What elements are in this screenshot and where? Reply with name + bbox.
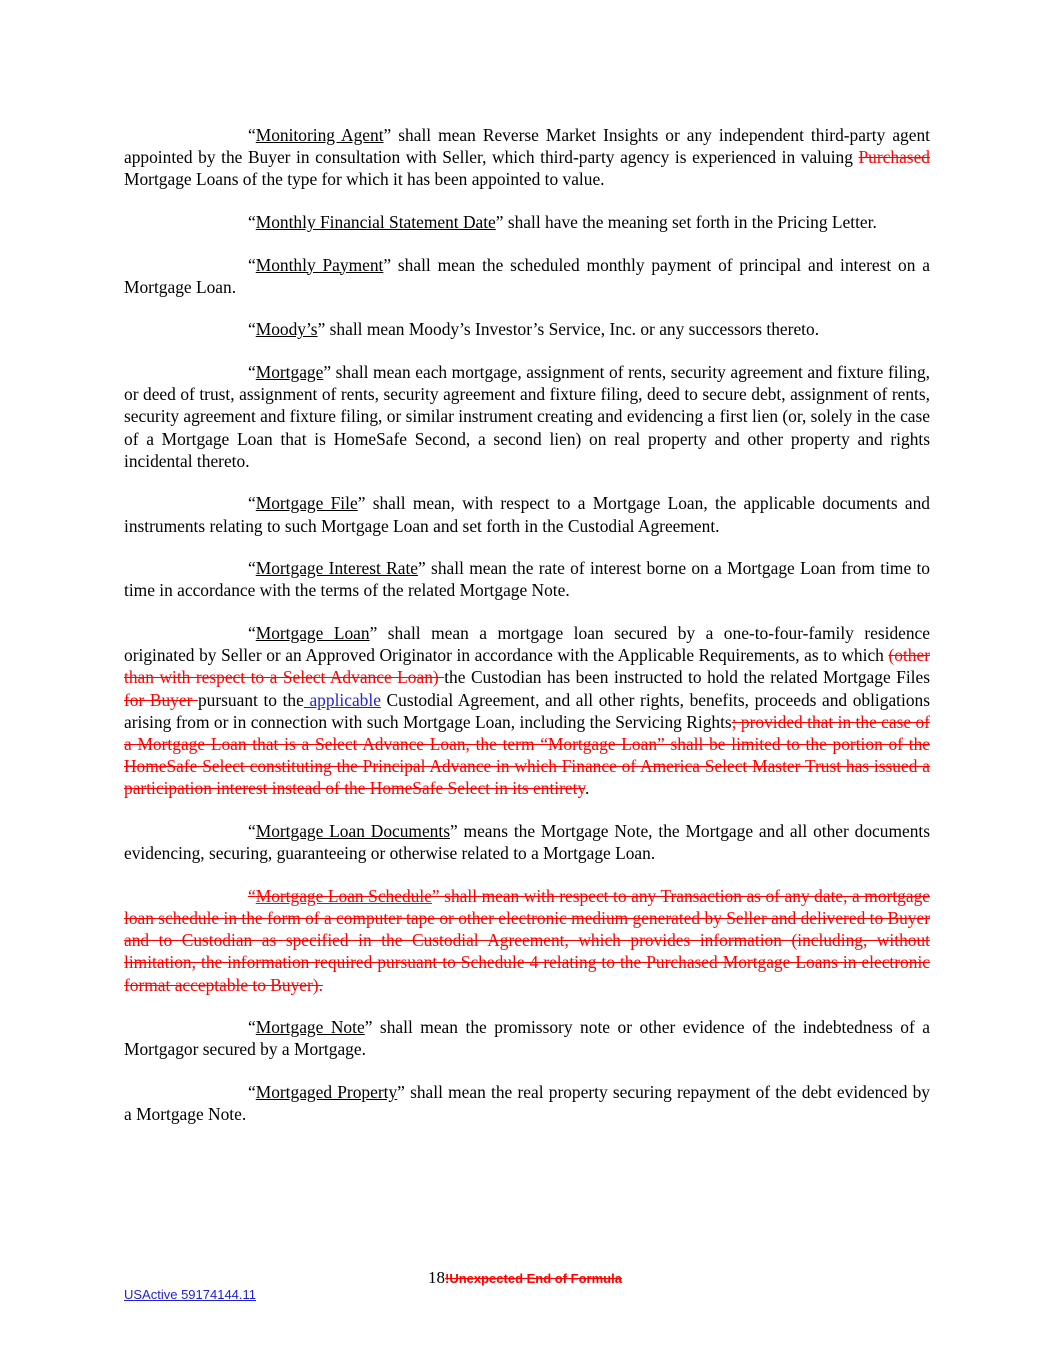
body-text: “ (248, 254, 256, 275)
body-text: “ (248, 493, 256, 514)
body-text: . (585, 778, 590, 799)
definition-mortgage-loan (124, 622, 930, 800)
definition-mortgage-note (124, 1016, 930, 1060)
document-id-link[interactable]: USActive 59174144.11 (124, 1287, 257, 1302)
document-page (124, 124, 930, 1146)
definition-mortgage-interest-rate (124, 557, 930, 601)
definition-moodys (124, 318, 930, 340)
body-text: ” shall mean the promissory note or other evidence of the indebtedness of a Mortgagor secured by a Mortgage. (124, 1017, 930, 1060)
body-text: “ (248, 622, 256, 643)
definition-mortgage-loan-schedule (124, 885, 930, 996)
defined-term: Mortgage Loan (255, 622, 370, 643)
body-text: “ (248, 558, 256, 579)
defined-term: Mortgage Interest Rate (255, 558, 419, 579)
body-text: ” shall have the meaning set forth in the Pricing Letter. (495, 212, 877, 232)
body-text: ” shall mean Moody’s Investor’s Service, Inc. or any successors thereto. (317, 319, 820, 340)
body-text: the Custodian has been instructed to hold the related Mortgage Files (444, 667, 930, 688)
body-text: ” shall mean each mortgage, assignment of rents, security agreement and fixture filing, or deed of trust, assignment of rents, security agreement and fixture filing, deed to secure debt, assignment of rents, security agreement and fixture filing, or similar instrument creating and evidencing a first lien (or, solely in the case of a Mortgage Loan that is HomeSafe Second, a second lien) on real property and other property and rights incidental thereto. (124, 361, 930, 471)
defined-term: Mortgage Loan Documents (255, 821, 450, 841)
defined-term: Mortgaged Property (255, 1082, 398, 1102)
definition-mortgaged-property (124, 1081, 930, 1125)
deleted-text: ” shall mean with respect to any Transaction as of any date, a mortgage loan schedule in the form of a computer tape or other electronic medium generated by Seller and delivered to Buyer and to Custodian as specified in the Custodial Agreement, which provides information (including, without limitation, the information required pursuant to Schedule 4 relating to the Purchased Mortgage Loans in electronic format acceptable to Buyer). (124, 885, 930, 995)
body-text: Mortgage Loans of the type for which it has been appointed to value. (124, 169, 605, 190)
defined-term: Mortgage File (255, 493, 358, 514)
deleted-text: Purchased (858, 147, 930, 168)
definition-monitoring-agent (124, 124, 930, 191)
body-text: ” shall mean the rate of interest borne on a Mortgage Loan from time to time in accordance with the terms of the related Mortgage Note. (124, 558, 931, 601)
defined-term: Monitoring Agent (255, 125, 384, 145)
inserted-text: applicable (303, 689, 381, 710)
body-text: “ (248, 319, 256, 340)
body-text: “ (248, 821, 256, 841)
definition-monthly-financial-statement-date (124, 211, 930, 233)
page-footer-number (428, 1268, 622, 1288)
body-text: Custodial Agreement, and all other rights, benefits, proceeds and obligations arising from or in connection with such Mortgage Loan, including the Servicing Rights (124, 689, 931, 732)
defined-term: Mortgage (255, 361, 324, 382)
body-text: pursuant to the (197, 689, 304, 710)
deleted-text: ; provided that in the case of a Mortgage Loan that is a Select Advance Loan, the term “Mortgage Loan” shall be limited to the portion of the HomeSafe Select constituting the Principal Advance in which Finance of America Select Master Trust has issued a participation interest instead of the HomeSafe Select in its entirety (124, 711, 930, 799)
body-text: ” shall mean a mortgage loan secured by a one-to-four-family residence originated by Seller or an Approved Originator in accordance with the Applicable Requirements, as to which (124, 622, 930, 666)
body-text: “ (248, 212, 256, 232)
field-error-text: !Unexpected End of Formula (445, 1271, 622, 1286)
defined-term: Mortgage Note (255, 1017, 365, 1038)
definition-mortgage-file (124, 492, 930, 536)
deleted-text: (other than with respect to a Select Advance Loan) (124, 645, 930, 688)
body-text: “ (248, 361, 256, 382)
body-text: ” shall mean the real property securing repayment of the debt evidenced by a Mortgage Note. (124, 1082, 931, 1125)
body-text: “ (248, 1017, 256, 1038)
body-text: “ (248, 125, 256, 145)
body-text: “ (248, 1082, 256, 1102)
body-text: ” shall mean the scheduled monthly payment of principal and interest on a Mortgage Loan. (124, 254, 930, 297)
page-number: 18 (428, 1268, 445, 1287)
body-text: ” means the Mortgage Note, the Mortgage and all other documents evidencing, securing, guaranteeing or otherwise related to a Mortgage Loan. (124, 821, 931, 864)
deleted-text: for Buyer (124, 689, 198, 710)
body-text: ” shall mean, with respect to a Mortgage Loan, the applicable documents and instruments relating to such Mortgage Loan and set forth in the Custodial Agreement. (124, 493, 931, 536)
definition-mortgage (124, 361, 930, 472)
definition-mortgage-loan-documents (124, 820, 930, 864)
definition-monthly-payment (124, 254, 930, 298)
defined-term: Monthly Payment (255, 254, 384, 275)
body-text: ” shall mean Reverse Market Insights or any independent third-party agent appointed by the Buyer in consultation with Seller, which third-party agency is experienced in valuing (124, 125, 930, 168)
deleted-text: “ (248, 885, 256, 906)
defined-term: Monthly Financial Statement Date (255, 212, 496, 232)
defined-term: Moody’s (255, 319, 318, 340)
deleted-defined-term: Mortgage Loan Schedule (255, 885, 432, 906)
